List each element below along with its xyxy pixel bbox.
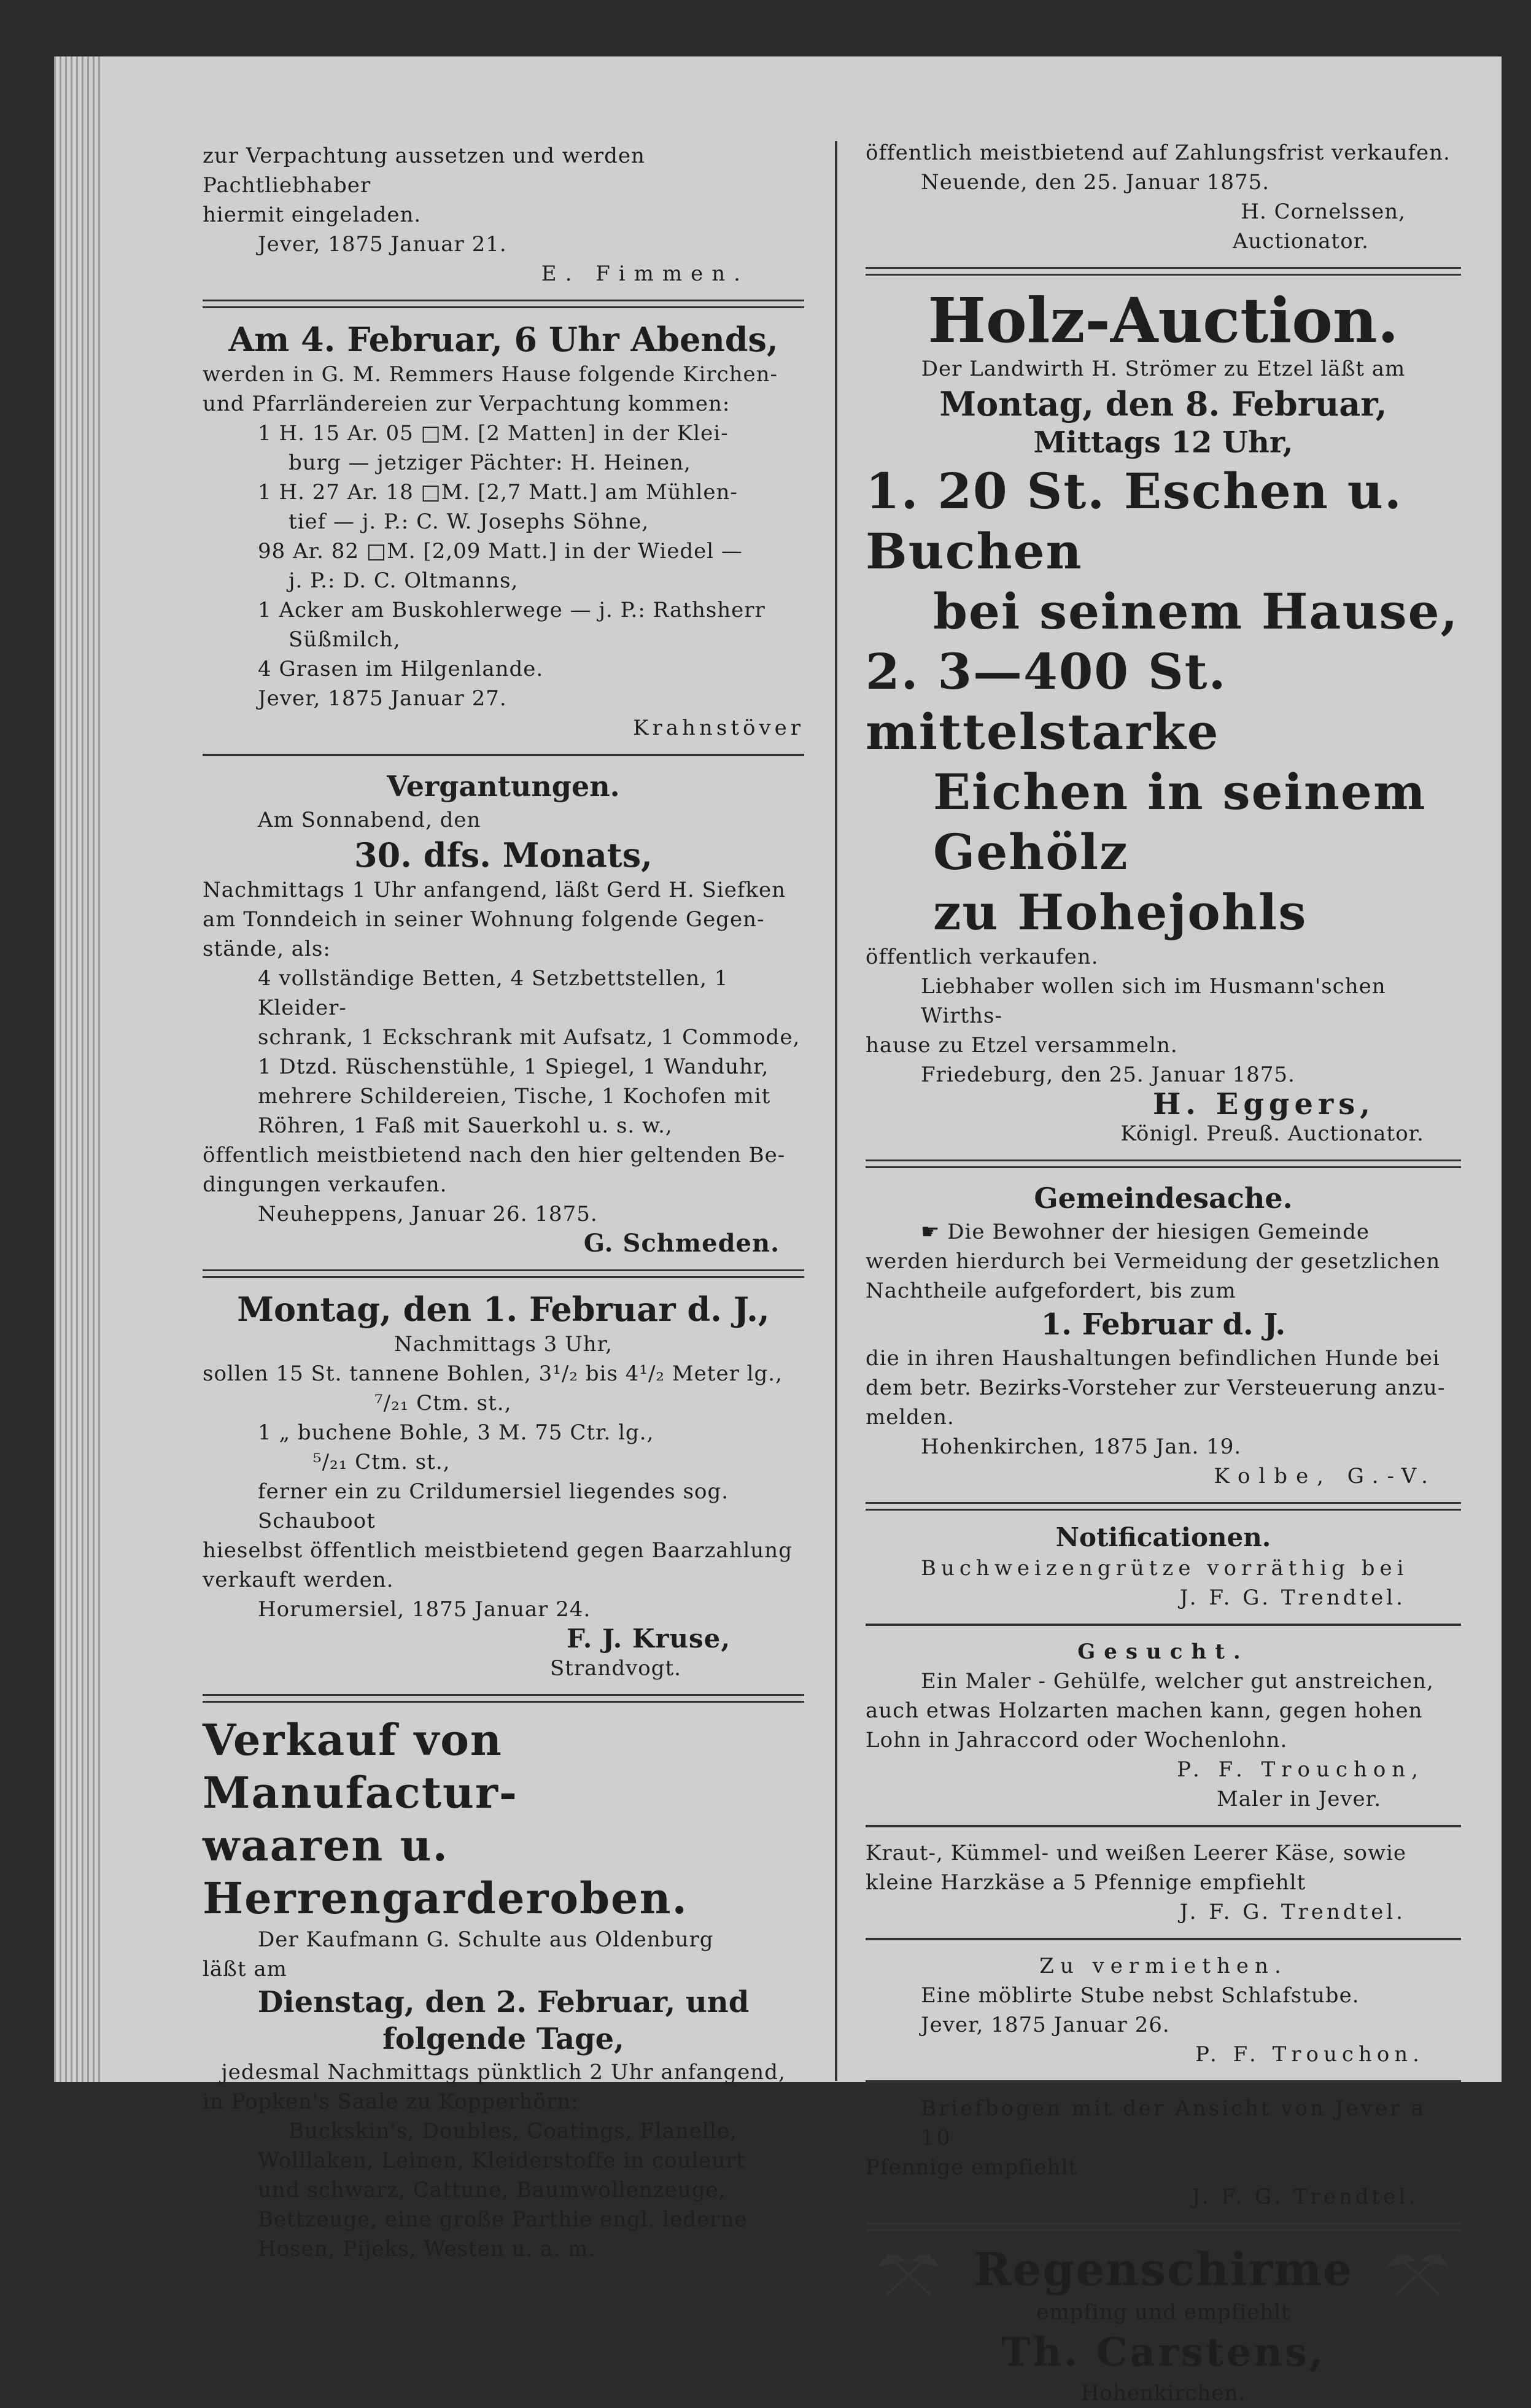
ad-date: Dienstag, den 2. Februar, und (257, 1985, 750, 2019)
ad-title: Regenschirme (973, 2243, 1354, 2296)
ad-line: melden. (866, 1405, 955, 1430)
merchant-name: Th. Carstens, (1001, 2329, 1325, 2375)
page-edges (54, 56, 103, 2082)
item-line: 98 Ar. 82 □M. [2,09 Matt.] in der Wiedel — (258, 539, 743, 563)
ad-kaese (866, 1838, 1461, 1927)
place-date: Friedeburg, den 25. Januar 1875. (921, 1063, 1295, 1087)
ad-cornelssen (866, 138, 1461, 256)
ad-line: Kraut-, Kümmel- und weißen Leerer Käse, sowie (866, 1841, 1407, 1865)
ad-line: dingungen verkaufen. (203, 1172, 448, 1197)
signature: E. Fimmen. (541, 261, 749, 286)
separator (203, 1269, 804, 1278)
ad-line: zur Verpachtung aussetzen und werden Pachtliebhaber (203, 144, 645, 198)
ad-date: 1. Februar d. J. (1041, 1307, 1286, 1342)
signature: Kolbe, G.-V. (1214, 1464, 1436, 1489)
signature: G. Schmeden. (583, 1229, 780, 1258)
signature-role: Strandvogt. (549, 1656, 681, 1681)
item-line: tief — j. P.: C. W. Josephs Söhne, (289, 509, 649, 534)
ad-line: Der Kaufmann G. Schulte aus Oldenburg (258, 1927, 714, 1952)
ad-line: öffentlich meistbietend auf Zahlungsfrist verkaufen. (866, 141, 1451, 165)
ad-notificationen (866, 1522, 1461, 1612)
lot-line: Eichen in seinem Gehölz (933, 763, 1427, 881)
ad-line: die in ihren Haushaltungen befindlichen Hunde bei (866, 1346, 1440, 1371)
ad-line: verkauft werden. (203, 1568, 394, 1592)
ad-kirchenlaendereien (203, 319, 804, 743)
separator (866, 1159, 1461, 1168)
place-date: Jever, 1875 Januar 27. (258, 686, 507, 711)
umbrella-icon (872, 2242, 945, 2298)
ad-line: Der Landwirth H. Strömer zu Etzel läßt am (921, 357, 1406, 381)
ad-line: stände, als: (203, 937, 331, 961)
place-date: Neuheppens, Januar 26. 1875. (258, 1202, 598, 1226)
merchant-place: Hohenkirchen. (1080, 2381, 1246, 2406)
ad-line: hause zu Etzel versammeln. (866, 1033, 1178, 1058)
ad-line: Am Sonnabend, den (258, 808, 481, 832)
umbrella-icon (1381, 2242, 1455, 2298)
item-line: 4 vollständige Betten, 4 Setzbettstellen, 1 Kleider- (258, 966, 729, 1020)
place-date: Horumersiel, 1875 Januar 24. (258, 1597, 591, 1622)
ad-zu-vermiethen (866, 1951, 1461, 2069)
ad-line: Ein Maler - Gehülfe, welcher gut anstreichen, (921, 1669, 1434, 1694)
signature: J. F. G. Trendtel. (1192, 2185, 1418, 2209)
ad-line: Briefbogen mit der Ansicht von Jever a 10 (921, 2096, 1427, 2150)
ad-briefbogen (866, 2094, 1461, 2212)
ad-line: kleine Harzkäse a 5 Pfennige empfiehlt (866, 1870, 1306, 1895)
ad-title: Montag, den 1. Februar d. J., (237, 1290, 770, 1329)
separator (866, 2223, 1461, 2231)
ad-line: ⁵/₂₁ Ctm. st., (313, 1450, 451, 1474)
ad-line: Pfennige empfiehlt (866, 2155, 1078, 2180)
ad-line: hieselbst öffentlich meistbietend gegen Baarzahlung (203, 1538, 793, 1563)
signature-role: Auctionator. (1232, 229, 1369, 254)
signature: F. J. Kruse, (567, 1624, 731, 1654)
ad-line: sollen 15 St. tannene Bohlen, 3¹/₂ bis 4¹/₂ Meter lg., (203, 1361, 783, 1386)
item-line: Wolllaken, Leinen, Kleiderstoffe in couleurt (258, 2148, 746, 2173)
ad-date: folgende Tage, (382, 2022, 624, 2056)
ad-gesucht (866, 1637, 1461, 1814)
signature: H. Cornelssen, (1241, 199, 1406, 224)
left-column (203, 141, 804, 2264)
ad-title: Gemeindesache. (1034, 1182, 1293, 1215)
signature: H. Eggers, (1152, 1087, 1375, 1121)
signature: P. F. Trouchon. (1195, 2042, 1424, 2067)
ad-line: hiermit eingeladen. (203, 203, 422, 227)
item-line: mehrere Schildereien, Tische, 1 Kochofen mit (258, 1084, 771, 1109)
signature: J. F. G. Trendtel. (1179, 1585, 1406, 1610)
lot-line: zu Hohejohls (933, 883, 1308, 941)
item-line: Buckskin's, Doubles, Coatings, Flanelle, (289, 2119, 737, 2143)
place-date: Hohenkirchen, 1875 Jan. 19. (921, 1434, 1242, 1459)
ad-line: Schauboot (258, 1509, 376, 1533)
ad-title: Holz-Auction. (928, 284, 1399, 357)
ad-title: Gesucht. (1077, 1640, 1249, 1664)
separator (866, 1825, 1461, 1827)
item-line: 1 Acker am Buskohlerwege — j. P.: Rathsherr (258, 598, 766, 622)
separator (866, 1624, 1461, 1626)
ad-line: öffentlich meistbietend nach den hier geltenden Be- (203, 1143, 786, 1167)
ad-line: Nachmittags 1 Uhr anfangend, läßt Gerd H. Siefken (203, 878, 786, 902)
signature: Krahnstöver (633, 716, 804, 740)
separator (866, 1502, 1461, 1511)
ad-line: in Popken's Saale zu Kopperhörn: (203, 2089, 579, 2114)
ad-line: auch etwas Holzarten machen kann, gegen hohen (866, 1698, 1423, 1723)
place-date: Jever, 1875 Januar 26. (921, 2013, 1170, 2037)
item-line: Süßmilch, (289, 627, 401, 652)
ad-bohlen-kruse (203, 1289, 804, 1683)
item-line: 1 H. 27 Ar. 18 □M. [2,7 Matt.] am Mühlen- (258, 480, 738, 505)
ad-line: Nachtheile aufgefordert, bis zum (866, 1279, 1236, 1303)
column-divider (835, 141, 837, 2081)
ad-line: ⁷/₂₁ Ctm. st., (374, 1391, 512, 1415)
item-line: schrank, 1 Eckschrank mit Aufsatz, 1 Commode, (258, 1025, 800, 1050)
ad-title: waaren u. Herrengarderoben. (203, 1820, 688, 1924)
ad-line: Buchweizengrütze vorräthig bei (921, 1556, 1409, 1581)
ad-title: Vergantungen. (387, 770, 620, 803)
lot-line: 2. 3—400 St. mittelstarke (866, 643, 1227, 761)
separator (203, 1694, 804, 1703)
ad-line: empfing und empfiehlt (1036, 2300, 1290, 2325)
ad-manufacturwaaren (203, 1714, 804, 2264)
ad-title: Notificationen. (1055, 1522, 1271, 1552)
signature: P. F. Trouchon, (1177, 1757, 1424, 1782)
lot-line: bei seinem Hause, (933, 583, 1459, 640)
signature: J. F. G. Trendtel. (1179, 1900, 1406, 1924)
ad-line: läßt am (203, 1957, 287, 1981)
ad-line: jedesmal Nachmittags pünktlich 2 Uhr anfangend, (221, 2060, 786, 2085)
ad-holz-auction (866, 284, 1461, 1148)
lot-line: 1. 20 St. Eschen u. Buchen (866, 462, 1403, 580)
ad-line: und Pfarrländereien zur Verpachtung kommen: (203, 392, 731, 416)
ad-time: Mittags 12 Uhr, (1033, 425, 1293, 460)
ad-line: Lohn in Jahraccord oder Wochenlohn. (866, 1728, 1288, 1752)
signature-role: Maler in Jever. (1216, 1787, 1381, 1811)
item-line: Hosen, Pijeks, Westen u. a. m. (258, 2237, 595, 2261)
ad-line: dem betr. Bezirks-Vorsteher zur Versteuerung anzu- (866, 1376, 1446, 1400)
place-date: Neuende, den 25. Januar 1875. (921, 170, 1270, 195)
ad-title: Verkauf von Manufactur- (203, 1714, 518, 1818)
ad-line: werden in G. M. Remmers Hause folgende Kirchen- (203, 362, 778, 387)
item-line: und schwarz, Cattune, Baumwollenzeuge, (258, 2178, 726, 2202)
ad-line: ferner ein zu Crildumersiel liegendes sog. (258, 1479, 729, 1504)
separator (203, 754, 804, 756)
item-line: Röhren, 1 Faß mit Sauerkohl u. s. w., (258, 1113, 673, 1138)
item-line: j. P.: D. C. Oltmanns, (289, 568, 519, 593)
ad-line: am Tonndeich in seiner Wohnung folgende Gegen- (203, 907, 765, 932)
ad-date: Montag, den 8. Februar, (939, 384, 1387, 424)
ad-line: ☛ Die Bewohner der hiesigen Gemeinde (921, 1220, 1370, 1244)
ad-sub: Nachmittags 3 Uhr, (393, 1332, 613, 1357)
ad-title: Am 4. Februar, 6 Uhr Abends, (228, 320, 778, 359)
ad-line: 1 „ buchene Bohle, 3 M. 75 Ctr. lg., (258, 1420, 654, 1445)
item-line: Bettzeuge, eine große Parthie engl. lederne (258, 2207, 748, 2232)
item-line: 4 Grasen im Hilgenlande. (258, 657, 544, 681)
ad-line: Eine möblirte Stube nebst Schlafstube. (921, 1983, 1360, 2008)
signature-role: Königl. Preuß. Auctionator. (1120, 1121, 1424, 1146)
right-column (866, 138, 1461, 2408)
ad-date: 30. dfs. Monats, (354, 835, 653, 875)
ad-line: öffentlich verkaufen. (866, 945, 1099, 969)
ad-line: Liebhaber wollen sich im Husmann'schen Wirths- (921, 974, 1386, 1028)
separator (866, 267, 1461, 276)
item-line: 1 Dtzd. Rüschenstühle, 1 Spiegel, 1 Wanduhr, (258, 1055, 769, 1079)
item-line: burg — jetziger Pächter: H. Heinen, (289, 451, 691, 475)
ad-line: werden hierdurch bei Vermeidung der gesetzlichen (866, 1249, 1441, 1274)
ad-gemeindesache (866, 1179, 1461, 1491)
separator (866, 2080, 1461, 2083)
separator (203, 300, 804, 308)
separator (866, 1938, 1461, 1940)
ad-vergantungen (203, 767, 804, 1258)
ad-title: Zu vermiethen. (1039, 1954, 1287, 1978)
ad-verpachtung-fimmen (203, 141, 804, 288)
place-date: Jever, 1875 Januar 21. (258, 232, 507, 257)
regenschirme-header (866, 2242, 1461, 2298)
item-line: 1 H. 15 Ar. 05 □M. [2 Matten] in der Klei- (258, 421, 729, 446)
ad-regenschirme (866, 2242, 1461, 2408)
